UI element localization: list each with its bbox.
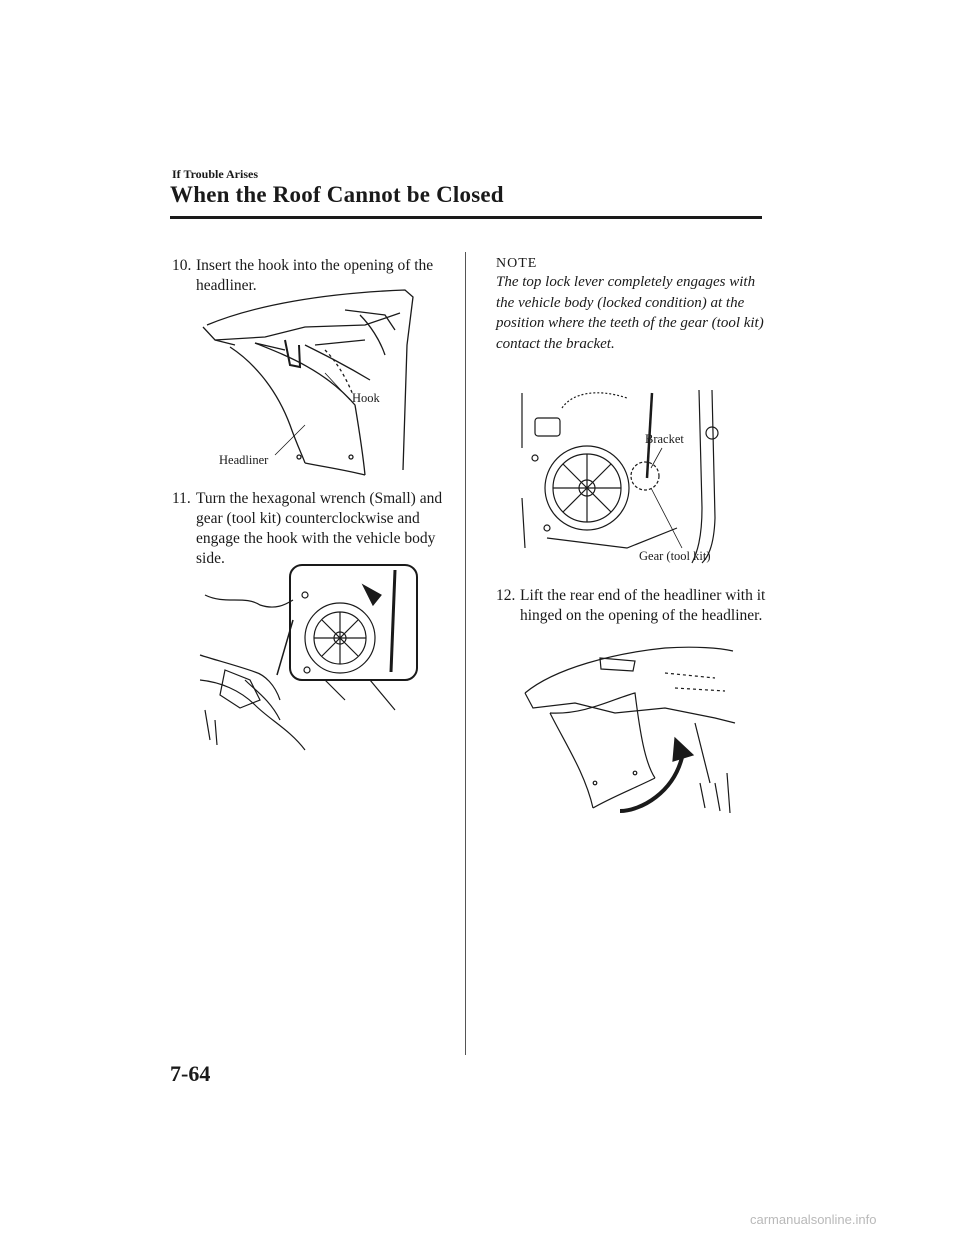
- step-number: 10.: [172, 257, 192, 274]
- step-number: 11.: [172, 490, 191, 507]
- section-label: If Trouble Arises: [172, 167, 259, 181]
- note-body: The top lock lever completely engages with the vehicle body (locked condition) at the position where the teeth of the gear (tool kit) contact the bracket.: [496, 274, 764, 352]
- note-title: NOTE: [496, 256, 538, 271]
- headliner-label: Headliner: [219, 453, 269, 467]
- step-text: Turn the hexagonal wrench (Small) and gear (tool kit) counterclockwise and engage the hook with the vehicle body side.: [196, 490, 443, 567]
- headliner-hook-illustration: [195, 285, 420, 475]
- page-number: 7-64: [170, 1061, 211, 1086]
- gear-label: Gear (tool kit): [639, 549, 711, 563]
- column-divider: [465, 252, 466, 1055]
- step-text: Lift the rear end of the headliner with it hinged on the opening of the headliner.: [520, 587, 766, 624]
- hook-label: Hook: [352, 391, 380, 405]
- step-number: 12.: [496, 587, 516, 604]
- step-text: Insert the hook into the opening of the headliner.: [196, 257, 434, 294]
- title-rule: [170, 216, 762, 219]
- lift-headliner-illustration: [515, 643, 740, 818]
- wrench-gear-illustration: [195, 560, 425, 755]
- watermark[interactable]: carmanualsonline.info: [750, 1212, 877, 1227]
- step-11: [172, 489, 447, 569]
- step-12: [496, 586, 771, 626]
- bracket-gear-illustration: [517, 388, 727, 563]
- page-title: When the Roof Cannot be Closed: [170, 182, 504, 207]
- bracket-label: Bracket: [645, 432, 684, 446]
